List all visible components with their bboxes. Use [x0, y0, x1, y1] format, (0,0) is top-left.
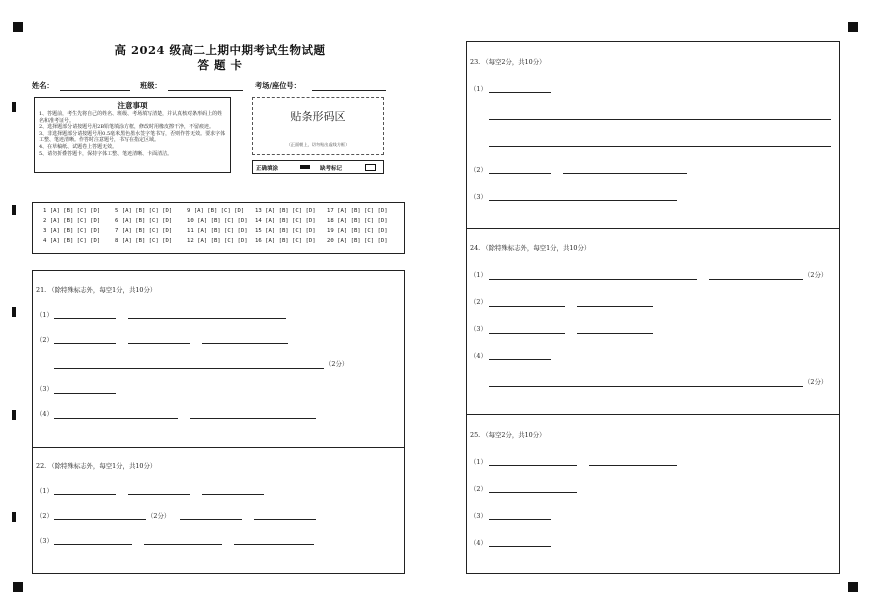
q25-number-4: （4） [470, 539, 487, 547]
q23-number-1: （1） [470, 85, 487, 93]
q21-number-3: （3） [36, 385, 53, 393]
q21-blank[interactable] [54, 393, 116, 394]
q21-points: （2分） [325, 360, 349, 368]
q24-header: 24. （除特殊标志外，每空1分，共10分） [470, 244, 591, 252]
q22-blank[interactable] [144, 544, 222, 545]
q22-points: （2分） [147, 512, 171, 520]
notice-title: 注意事项 [117, 101, 148, 110]
notice-item: 3、非选择题部分请按题号用0.5毫米黑色墨水签字笔书写，否则作答无效。要求字体工整、笔迹清晰。作答时注意题号，书写在指定区域。 [39, 130, 226, 144]
q21-number-1: （1） [36, 311, 53, 319]
correct-fill-label: 正确填涂 [256, 166, 279, 172]
q25-number-2: （2） [470, 485, 487, 493]
q21-blank[interactable] [128, 343, 190, 344]
mc-question-row[interactable]: 8 [A] [B] [C] [D] [115, 238, 173, 244]
q25-blank[interactable] [489, 519, 551, 520]
page-title: 高 2024 级高二上期中期考试生物试题 [114, 43, 326, 57]
registration-mark-top-left [13, 22, 23, 32]
q22-blank[interactable] [234, 544, 314, 545]
q24-blank[interactable] [577, 333, 653, 334]
notice-item: 5、请勿折叠答题卡，保持字体工整、笔迹清晰、卡面清洁。 [39, 150, 173, 157]
q22-header: 22. （除特殊标志外，每空1分，共10分） [36, 462, 157, 470]
missing-mark-checkbox[interactable] [365, 164, 376, 171]
q21-blank[interactable] [54, 318, 116, 319]
mc-question-row[interactable]: 2 [A] [B] [C] [D] [43, 218, 101, 224]
q24-points-1: （2分） [804, 271, 828, 279]
q21-header: 21. （除特殊标志外，每空1分，共10分） [36, 286, 157, 294]
q24-blank[interactable] [489, 359, 551, 360]
class-field[interactable] [168, 90, 243, 91]
q21-q22-box [32, 270, 405, 574]
timing-tick [12, 307, 16, 317]
name-field[interactable] [60, 90, 130, 91]
q21-blank[interactable] [54, 368, 324, 369]
timing-tick [12, 205, 16, 215]
page-subtitle: 答 题 卡 [197, 58, 243, 72]
q25-blank[interactable] [489, 546, 551, 547]
multiple-choice-box [32, 202, 405, 254]
q21-blank[interactable] [202, 343, 288, 344]
q24-q25-divider [466, 414, 840, 415]
q24-points-2: （2分） [804, 378, 828, 386]
q23-blank[interactable] [563, 173, 687, 174]
q22-number-2: （2） [36, 512, 53, 520]
mc-question-row[interactable]: 5 [A] [B] [C] [D] [115, 208, 173, 214]
q24-number-1: （1） [470, 271, 487, 279]
q23-q24-divider [466, 228, 840, 229]
notice-item: 2、选择题部分请按题号用2B铅笔填涂方框，修改时用橡皮擦干净，不留痕迹。 [39, 124, 215, 131]
q22-blank[interactable] [54, 494, 116, 495]
correct-fill-sample [300, 165, 310, 169]
q22-number-3: （3） [36, 537, 53, 545]
q21-blank[interactable] [190, 418, 316, 419]
mc-question-row[interactable]: 4 [A] [B] [C] [D] [43, 238, 101, 244]
right-answer-box [466, 41, 840, 574]
registration-mark-bottom-left [13, 582, 23, 592]
mc-question-row[interactable]: 1 [A] [B] [C] [D] [43, 208, 101, 214]
notice-item: 4、在草稿纸、试题卷上答题无效。 [39, 143, 118, 150]
q23-number-2: （2） [470, 166, 487, 174]
q23-blank[interactable] [489, 92, 551, 93]
q25-blank[interactable] [489, 492, 577, 493]
q21-number-2: （2） [36, 336, 53, 344]
mc-question-row[interactable]: 18 [A] [B] [C] [D] [327, 218, 388, 224]
mc-question-row[interactable]: 13 [A] [B] [C] [D] [255, 208, 316, 214]
q24-blank[interactable] [489, 279, 697, 280]
q21-q22-divider [32, 447, 405, 448]
q24-blank[interactable] [489, 386, 803, 387]
q21-number-4: （4） [36, 410, 53, 418]
timing-tick [12, 512, 16, 522]
registration-mark-top-right [848, 22, 858, 32]
mc-question-row[interactable]: 12 [A] [B] [C] [D] [187, 238, 248, 244]
q22-blank[interactable] [254, 519, 316, 520]
q22-blank[interactable] [180, 519, 242, 520]
q24-blank[interactable] [489, 306, 565, 307]
mc-question-row[interactable]: 20 [A] [B] [C] [D] [327, 238, 388, 244]
timing-tick [12, 410, 16, 420]
q22-blank[interactable] [54, 519, 146, 520]
registration-mark-bottom-right [848, 582, 858, 592]
class-label: 班级： [140, 81, 162, 90]
name-label: 姓名： [32, 81, 54, 90]
mc-question-row[interactable]: 16 [A] [B] [C] [D] [255, 238, 316, 244]
mc-question-row[interactable]: 19 [A] [B] [C] [D] [327, 228, 388, 234]
q23-header: 23. （每空2分，共10分） [470, 58, 546, 66]
fill-status-box [252, 160, 384, 174]
mc-question-row[interactable]: 11 [A] [B] [C] [D] [187, 228, 248, 234]
q25-number-1: （1） [470, 458, 487, 466]
mc-question-row[interactable]: 9 [A] [B] [C] [D] [187, 208, 245, 214]
mc-question-row[interactable]: 6 [A] [B] [C] [D] [115, 218, 173, 224]
q25-header: 25. （每空2分，共10分） [470, 431, 546, 439]
q23-blank[interactable] [489, 173, 551, 174]
missing-mark-label: 缺考标记 [320, 166, 343, 172]
barcode-area [252, 97, 384, 155]
mc-question-row[interactable]: 15 [A] [B] [C] [D] [255, 228, 316, 234]
q24-number-4: （4） [470, 352, 487, 360]
timing-tick [12, 102, 16, 112]
q22-blank[interactable] [128, 494, 190, 495]
barcode-label: 贴条形码区 [290, 110, 346, 123]
seat-field[interactable] [312, 90, 386, 91]
q23-blank[interactable] [489, 146, 831, 147]
q22-blank[interactable] [54, 544, 132, 545]
q23-blank[interactable] [489, 119, 831, 120]
q22-number-1: （1） [36, 487, 53, 495]
notice-item: 1、答题前，考生先将自己的姓名、班级、考场填写清楚，并认真核对条形码上的姓名和准考证号。 [39, 111, 223, 124]
q23-number-3: （3） [470, 193, 487, 201]
mc-question-row[interactable]: 7 [A] [B] [C] [D] [115, 228, 173, 234]
seat-label: 考场/座位号： [255, 81, 301, 90]
q21-blank[interactable] [54, 418, 178, 419]
q21-blank[interactable] [54, 343, 116, 344]
q25-blank[interactable] [589, 465, 677, 466]
q24-blank[interactable] [489, 333, 565, 334]
barcode-hint: （正面朝上，切勿贴出虚线方框） [286, 142, 350, 147]
mc-question-row[interactable]: 14 [A] [B] [C] [D] [255, 218, 316, 224]
notice-box [34, 97, 231, 173]
mc-question-row[interactable]: 10 [A] [B] [C] [D] [187, 218, 248, 224]
q24-blank[interactable] [709, 279, 803, 280]
q22-blank[interactable] [202, 494, 264, 495]
q25-number-3: （3） [470, 512, 487, 520]
q23-blank[interactable] [489, 200, 677, 201]
q24-number-3: （3） [470, 325, 487, 333]
q21-blank[interactable] [128, 318, 286, 319]
q25-blank[interactable] [489, 465, 577, 466]
q24-blank[interactable] [577, 306, 653, 307]
mc-question-row[interactable]: 17 [A] [B] [C] [D] [327, 208, 388, 214]
mc-question-row[interactable]: 3 [A] [B] [C] [D] [43, 228, 101, 234]
q24-number-2: （2） [470, 298, 487, 306]
